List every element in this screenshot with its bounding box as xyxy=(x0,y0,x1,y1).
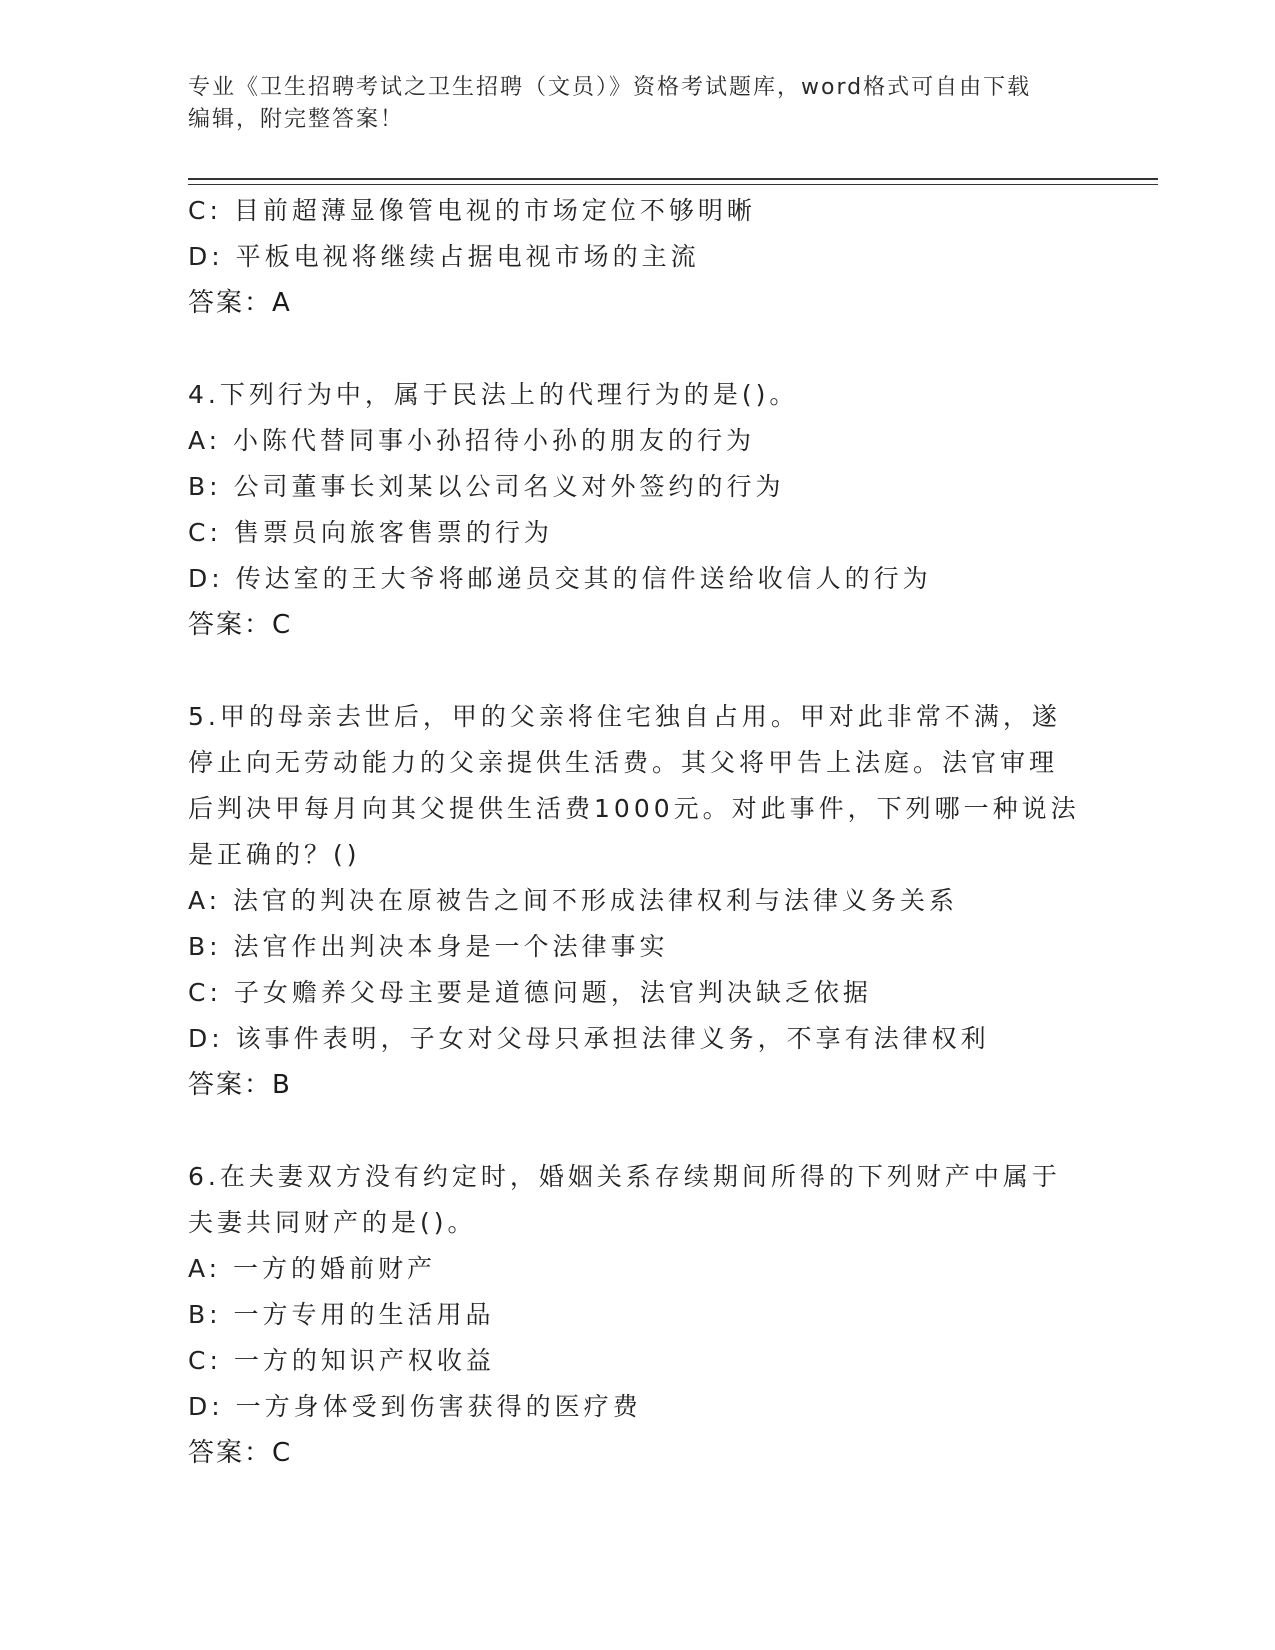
spacer xyxy=(188,648,1088,694)
question-4 xyxy=(188,372,1088,648)
option-c: C: 目前超薄显像管电视的市场定位不够明晰 xyxy=(188,196,756,225)
question-6 xyxy=(188,1154,1088,1476)
question-3-continued xyxy=(188,188,1088,326)
option-c: C: 子女赡养父母主要是道德问题，法官判决缺乏依据 xyxy=(188,978,872,1007)
question-stem: 是正确的？() xyxy=(188,840,361,869)
option-d: D: 平板电视将继续占据电视市场的主流 xyxy=(188,242,700,271)
option-d: D: 传达室的王大爷将邮递员交其的信件送给收信人的行为 xyxy=(188,564,932,593)
answer-line: 答案：B xyxy=(188,1070,292,1100)
question-stem: 5.甲的母亲去世后，甲的父亲将住宅独自占用。甲对此非常不满，遂 xyxy=(188,702,1061,731)
option-a: A: 法官的判决在原被告之间不形成法律权利与法律义务关系 xyxy=(188,886,959,915)
option-b: B: 公司董事长刘某以公司名义对外签约的行为 xyxy=(188,472,785,501)
option-d: D: 该事件表明，子女对父母只承担法律义务，不享有法律权利 xyxy=(188,1024,990,1053)
header-line-2: 编辑，附完整答案！ xyxy=(188,107,405,132)
answer-line: 答案：C xyxy=(188,1438,293,1468)
question-list xyxy=(188,188,1088,1476)
option-c: C: 售票员向旅客售票的行为 xyxy=(188,518,553,547)
question-stem: 6.在夫妻双方没有约定时，婚姻关系存续期间所得的下列财产中属于 xyxy=(188,1162,1061,1191)
option-a: A: 一方的婚前财产 xyxy=(188,1254,437,1283)
header-divider xyxy=(188,178,1158,180)
option-b: B: 法官作出判决本身是一个法律事实 xyxy=(188,932,669,961)
question-stem: 后判决甲每月向其父提供生活费1000元。对此事件，下列哪一种说法 xyxy=(188,794,1080,823)
answer-line: 答案：C xyxy=(188,610,293,640)
question-5 xyxy=(188,694,1088,1108)
question-stem: 夫妻共同财产的是()。 xyxy=(188,1208,477,1237)
option-d: D: 一方身体受到伤害获得的医疗费 xyxy=(188,1392,642,1421)
option-c: C: 一方的知识产权收益 xyxy=(188,1346,495,1375)
spacer xyxy=(188,1108,1088,1154)
header-line-1: 专业《卫生招聘考试之卫生招聘（文员）》资格考试题库，word格式可自由下载 xyxy=(188,75,1032,100)
document-header xyxy=(188,72,1088,136)
option-a: A: 小陈代替同事小孙招待小孙的朋友的行为 xyxy=(188,426,756,455)
question-stem: 4.下列行为中，属于民法上的代理行为的是()。 xyxy=(188,380,799,409)
question-stem: 停止向无劳动能力的父亲提供生活费。其父将甲告上法庭。法官审理 xyxy=(188,748,1059,777)
option-b: B: 一方专用的生活用品 xyxy=(188,1300,495,1329)
spacer xyxy=(188,326,1088,372)
header-divider-secondary xyxy=(188,184,1158,185)
answer-line: 答案：A xyxy=(188,288,292,318)
